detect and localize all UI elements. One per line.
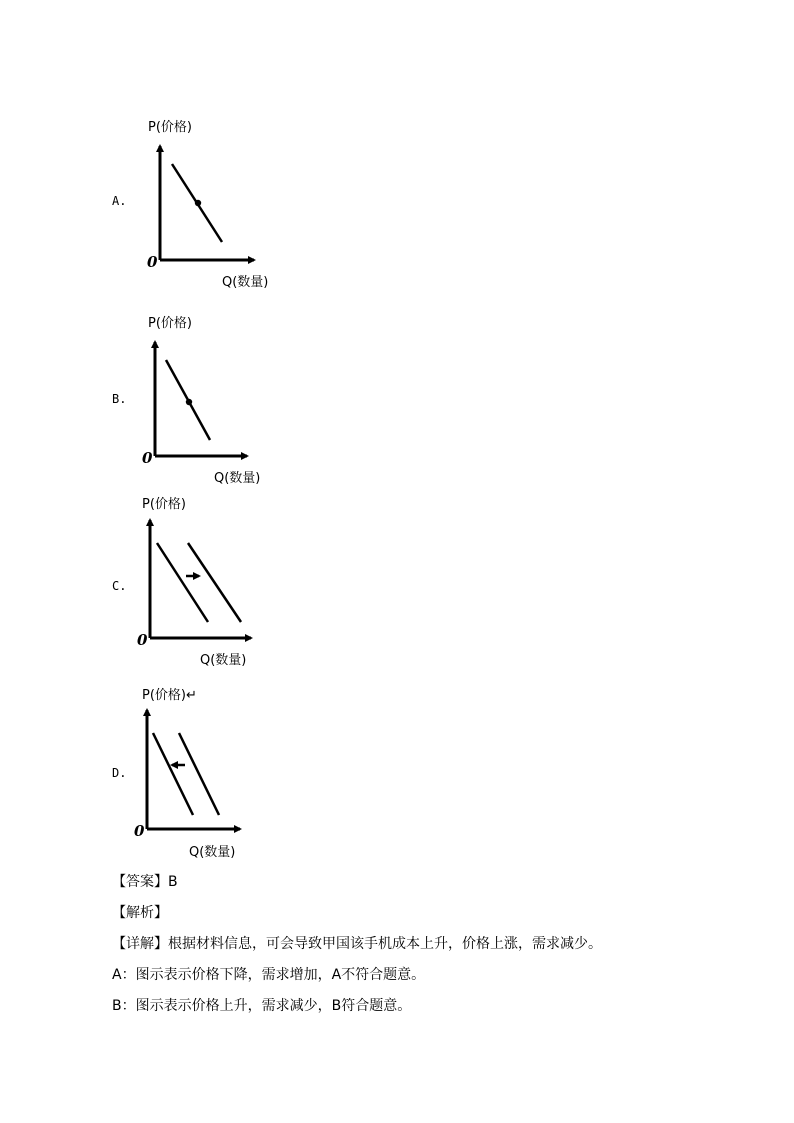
graph-c-demand-curve-2 bbox=[188, 543, 241, 622]
answer-line bbox=[112, 873, 178, 891]
detail-line bbox=[112, 935, 602, 953]
graph-b-x-axis-label: Q(数量) bbox=[214, 471, 261, 486]
answer-value: B bbox=[168, 874, 178, 890]
graph-d-y-axis-label: P(价格)↵ bbox=[142, 688, 197, 703]
graph-b-point bbox=[186, 399, 192, 405]
graph-b-y-axis-label: P(价格) bbox=[148, 316, 192, 331]
graph-c-x-axis-label: Q(数量) bbox=[200, 653, 247, 668]
graph-a-x-axis-label: Q(数量) bbox=[222, 275, 269, 290]
option-c-letter: C. bbox=[112, 579, 127, 593]
graph-a-point bbox=[195, 200, 201, 206]
option-a-letter: A. bbox=[112, 194, 127, 208]
graph-c-demand-curve-1 bbox=[157, 543, 208, 622]
detail-text: 根据材料信息，可会导致甲国该手机成本上升，价格上涨，需求减少。 bbox=[168, 936, 602, 952]
explanation-b: B：图示表示价格上升，需求减少，B符合题意。 bbox=[112, 998, 412, 1014]
graph-c bbox=[137, 496, 251, 668]
option-d-letter: D. bbox=[112, 766, 127, 780]
graph-a bbox=[147, 119, 268, 290]
explanation-a: A：图示表示价格下降，需求增加，A不符合题意。 bbox=[112, 967, 426, 983]
detail-label: 【详解】 bbox=[112, 936, 168, 952]
analysis-label: 【解析】 bbox=[112, 905, 168, 921]
graph-d-demand-curve-1 bbox=[153, 733, 193, 815]
answer-label: 【答案】 bbox=[112, 874, 168, 890]
option-b-letter: B. bbox=[112, 392, 127, 406]
graph-a-y-axis-label: P(价格) bbox=[148, 120, 192, 135]
graph-a-origin-label: 0 bbox=[147, 253, 158, 271]
graph-b-origin-label: 0 bbox=[142, 449, 153, 467]
graph-d bbox=[134, 687, 240, 860]
graph-c-origin-label: 0 bbox=[137, 631, 148, 649]
graph-c-y-axis-label: P(价格) bbox=[142, 497, 186, 512]
graph-d-origin-label: 0 bbox=[134, 822, 145, 840]
graph-d-demand-curve-2 bbox=[179, 733, 219, 815]
graph-b bbox=[142, 315, 260, 486]
graph-d-x-axis-label: Q(数量) bbox=[189, 845, 236, 860]
